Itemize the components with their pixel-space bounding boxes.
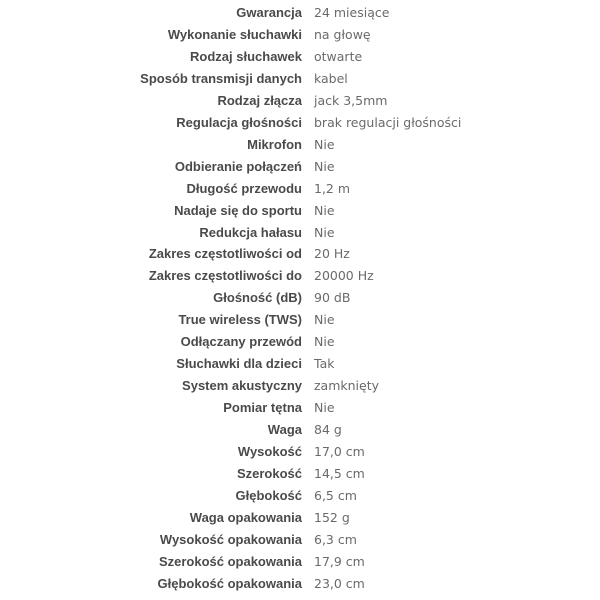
spec-row-true-wireless <box>0 309 600 331</box>
spec-label: Szerokość opakowania <box>158 553 302 569</box>
spec-label: Redukcja hałasu <box>199 224 302 240</box>
specification-table <box>0 2 600 595</box>
spec-row-acoustic-system <box>0 375 600 397</box>
spec-label: Wykonanie słuchawki <box>167 26 302 42</box>
spec-row-noise-reduction <box>0 222 600 244</box>
spec-label: Wysokość opakowania <box>159 531 302 547</box>
spec-label: Słuchawki dla dzieci <box>176 356 302 372</box>
spec-label: True wireless (TWS) <box>178 312 302 328</box>
spec-row-call-answering <box>0 156 600 178</box>
spec-row-cable-length <box>0 178 600 200</box>
spec-value: Nie <box>314 312 335 328</box>
spec-row-connector <box>0 90 600 112</box>
spec-row-detachable-cable <box>0 331 600 353</box>
spec-value: 23,0 cm <box>314 575 365 591</box>
spec-row-height <box>0 441 600 463</box>
spec-row-kids-headphones <box>0 353 600 375</box>
spec-label: Rodzaj słuchawek <box>190 48 302 64</box>
spec-row-sport <box>0 200 600 222</box>
spec-row-depth <box>0 485 600 507</box>
spec-row-frequency-to <box>0 265 600 287</box>
spec-row-weight <box>0 419 600 441</box>
spec-label: Regulacja głośności <box>176 114 302 130</box>
spec-label: Pomiar tętna <box>223 400 302 416</box>
spec-value: Nie <box>314 400 335 416</box>
spec-value: 17,9 cm <box>314 553 365 569</box>
spec-row-headphone-kind <box>0 46 600 68</box>
spec-value: 1,2 m <box>314 180 351 196</box>
spec-label: Głębokość opakowania <box>157 575 302 591</box>
spec-value: 6,3 cm <box>314 531 357 547</box>
spec-row-volume-control <box>0 112 600 134</box>
spec-label: Wysokość <box>237 444 302 460</box>
specification-rows <box>0 2 600 595</box>
spec-label: Zakres częstotliwości do <box>148 268 302 284</box>
spec-label: Długość przewodu <box>186 180 302 196</box>
spec-value: 14,5 cm <box>314 466 365 482</box>
spec-label: Zakres częstotliwości od <box>148 246 302 262</box>
spec-value: Nie <box>314 136 335 152</box>
spec-value: 6,5 cm <box>314 487 357 503</box>
spec-value: 152 g <box>314 509 350 525</box>
spec-row-width <box>0 463 600 485</box>
spec-value: na głowę <box>314 26 371 42</box>
spec-row-package-width <box>0 551 600 573</box>
spec-value: 20 Hz <box>314 246 350 262</box>
spec-label: Rodzaj złącza <box>217 92 302 108</box>
spec-row-warranty <box>0 2 600 24</box>
spec-value: jack 3,5mm <box>314 92 388 108</box>
spec-value: 90 dB <box>314 290 351 306</box>
spec-row-heart-rate <box>0 397 600 419</box>
spec-row-transmission <box>0 68 600 90</box>
spec-label: Szerokość <box>236 466 302 482</box>
spec-row-frequency-from <box>0 243 600 265</box>
spec-label: Waga opakowania <box>189 509 302 525</box>
spec-label: Nadaje się do sportu <box>174 202 302 218</box>
spec-row-package-depth <box>0 573 600 595</box>
spec-value: 84 g <box>314 422 342 438</box>
spec-row-package-height <box>0 529 600 551</box>
spec-label: Waga <box>267 422 302 438</box>
spec-value: Nie <box>314 202 335 218</box>
spec-label: Głośność (dB) <box>213 290 302 306</box>
spec-value: kabel <box>314 70 348 86</box>
spec-value: Nie <box>314 158 335 174</box>
spec-value: zamknięty <box>314 378 380 394</box>
spec-value: Nie <box>314 334 335 350</box>
spec-value: 20000 Hz <box>314 268 374 284</box>
spec-value: Nie <box>314 224 335 240</box>
spec-row-headphone-type <box>0 24 600 46</box>
spec-label: Odbieranie połączeń <box>174 158 302 174</box>
spec-label: Sposób transmisji danych <box>140 70 302 86</box>
spec-label: Mikrofon <box>247 136 302 152</box>
spec-label: Odłączany przewód <box>180 334 302 350</box>
spec-row-package-weight <box>0 507 600 529</box>
spec-label: Głębokość <box>235 487 302 503</box>
spec-label: Gwarancja <box>236 5 302 20</box>
spec-row-loudness <box>0 287 600 309</box>
spec-label: System akustyczny <box>182 378 302 394</box>
spec-value: Tak <box>314 356 335 372</box>
spec-value: brak regulacji głośności <box>314 114 462 130</box>
spec-row-microphone <box>0 134 600 156</box>
spec-value: 24 miesiące <box>314 5 390 20</box>
spec-value: 17,0 cm <box>314 444 365 460</box>
spec-value: otwarte <box>314 48 363 64</box>
